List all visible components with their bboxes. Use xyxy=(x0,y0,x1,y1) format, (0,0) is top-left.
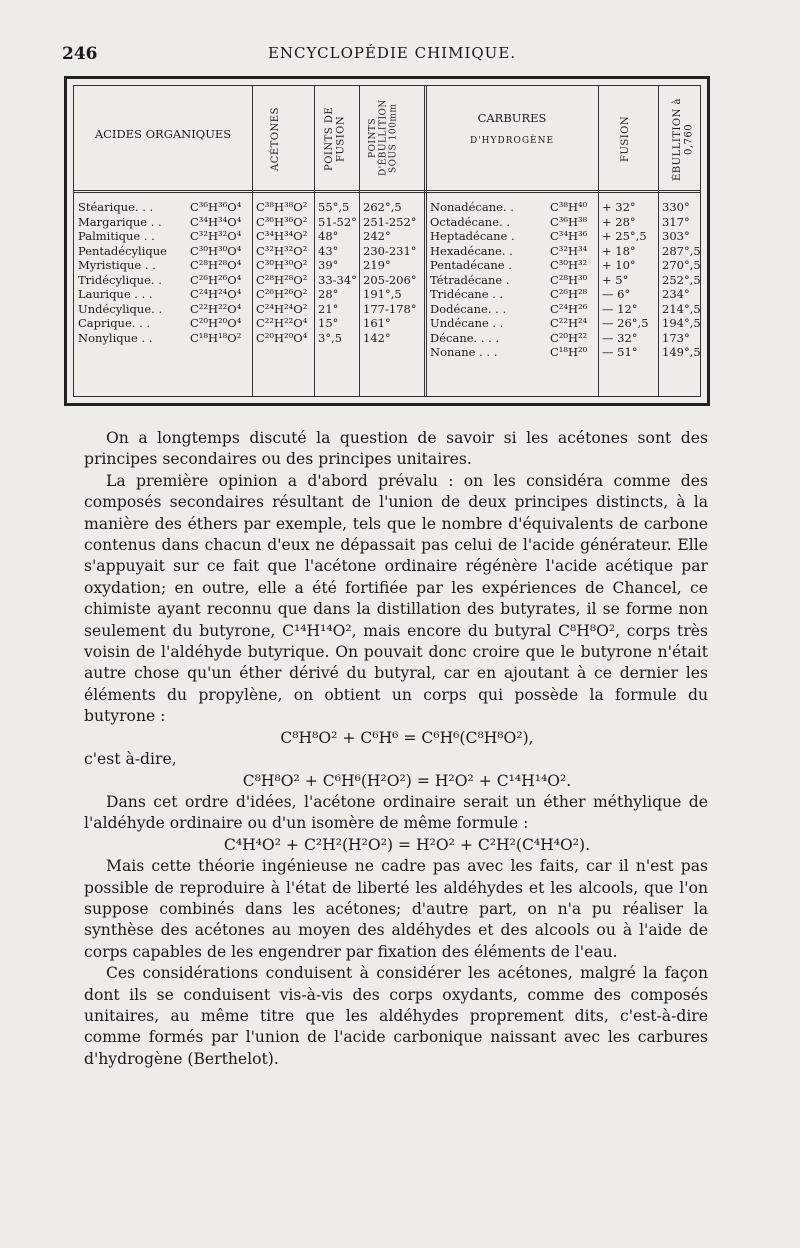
table-cell-ebullition2: 270°,5 xyxy=(662,258,701,272)
table-cell-carbure: Octadécane. . xyxy=(430,214,510,229)
table-cell-acetone: C³⁴H³⁴O² xyxy=(256,229,308,243)
table-inner xyxy=(73,85,701,397)
table-cell-carbure-formula: C²⁶H²⁸ xyxy=(550,287,588,301)
page-header xyxy=(62,44,722,64)
cest-a-dire: c'est à-dire, xyxy=(84,750,177,769)
table-cell-acetone: C²⁶H²⁶O² xyxy=(256,287,308,301)
table-cell-acid: Tridécylique. . xyxy=(78,272,162,287)
table-cell-acetone: C²⁸H²⁸O² xyxy=(256,272,308,287)
table-cell-acid-formula: C²²H²²O⁴ xyxy=(190,301,242,316)
table-cell-carbure-formula: C²²H²⁴ xyxy=(550,316,588,330)
table-cell-acid-formula: C³²H³²O⁴ xyxy=(190,229,242,243)
table-cell-acid: Palmitique . . xyxy=(78,229,155,243)
table-cell-carbure-formula: C³²H³⁴ xyxy=(550,243,588,258)
header-carbures-sub: D'HYDROGÈNE xyxy=(469,136,555,146)
table-cell-fusion2: + 18° xyxy=(602,243,636,258)
table-cell-fusion2: — 32° xyxy=(602,330,638,345)
table-cell-ebullition: 262°,5 xyxy=(363,200,402,214)
table-cell-fusion: 51-52° xyxy=(318,214,357,229)
table-cell-carbure: Nonane . . . xyxy=(430,345,498,359)
table-cell-fusion: 3°,5 xyxy=(318,330,343,345)
table-cell-ebullition: 191°,5 xyxy=(363,287,402,301)
table-cell-fusion: 21° xyxy=(318,301,339,316)
table-cell-fusion: 43° xyxy=(318,243,339,258)
table-cell-ebullition xyxy=(363,345,417,360)
table-cell-ebullition: 205-206° xyxy=(363,272,417,287)
table-cell-ebullition2: 330° xyxy=(662,200,690,214)
table-cell-acetone: C³⁸H³⁸O² xyxy=(256,200,308,214)
header-fusion: POINTS DE FUSION xyxy=(324,106,347,172)
formula-3: C⁴H⁴O² + C²H²(H²O²) = H²O² + C²H²(C⁴H⁴O²). xyxy=(223,835,591,854)
paragraph-1: On a longtemps discuté la question de savoir si les acétones sont des principes secondaires ou des principes unitaires. xyxy=(84,429,708,469)
table-cell-ebullition: 161° xyxy=(363,316,391,330)
table-cell-carbure-formula: C²⁴H²⁶ xyxy=(550,301,588,316)
paragraph-3: Dans cet ordre d'idées, l'acétone ordinaire serait un éther méthylique de l'aldéhyde ordinaire ou d'un isomère de même formule : xyxy=(84,792,708,833)
table-cell-acetone: C²²H²²O⁴ xyxy=(256,316,308,330)
table-cell-ebullition2: 214°,5 xyxy=(662,301,701,316)
table-cell-acid: Nonylique . . xyxy=(78,330,153,345)
table-cell-fusion2: — 26°,5 xyxy=(602,316,649,330)
table-cell-acid-formula: C²⁶H²⁶O⁴ xyxy=(190,272,242,287)
table-cell-acetone: C³⁶H³⁶O² xyxy=(256,214,308,229)
table-cell-acid-formula: C³⁶H³⁶O⁴ xyxy=(190,200,242,214)
table-cell-carbure: Décane. . . . xyxy=(430,330,500,345)
col-rule xyxy=(658,86,659,396)
body-text xyxy=(84,428,708,1070)
column-ebullition xyxy=(363,200,417,360)
table-cell-acid-formula: C³⁰H³⁰O⁴ xyxy=(190,243,242,258)
table-cell-acid xyxy=(78,345,167,360)
table-cell-ebullition: 230-231° xyxy=(363,243,417,258)
table-cell-fusion2: — 12° xyxy=(602,301,638,316)
page-number: 246 xyxy=(62,44,98,64)
table-cell-fusion: 48° xyxy=(318,229,339,243)
table-cell-acid-formula: C³⁴H³⁴O⁴ xyxy=(190,214,242,229)
table-cell-acid: Undécylique. . xyxy=(78,301,163,316)
header-ebullition: POINTS D'ÉBULLITION SOUS 100mm xyxy=(368,99,399,177)
table-cell-carbure: Heptadécane . xyxy=(430,229,515,243)
data-table xyxy=(64,76,710,406)
col-rule xyxy=(598,86,599,396)
table-cell-carbure-formula: C²⁸H³⁰ xyxy=(550,272,588,287)
header-acetones: ACÉTONES xyxy=(270,107,281,171)
column-fusion xyxy=(318,200,357,360)
formula-1: C⁸H⁸O² + C⁶H⁶ = C⁶H⁶(C⁸H⁸O²), xyxy=(280,728,534,747)
table-cell-ebullition: 177-178° xyxy=(363,301,417,316)
table-cell-fusion2: — 51° xyxy=(602,345,638,359)
table-cell-fusion: 39° xyxy=(318,258,339,272)
col-rule xyxy=(359,86,360,396)
col-rule xyxy=(252,86,253,396)
table-cell-ebullition: 251-252° xyxy=(363,214,417,229)
table-cell-fusion2: + 32° xyxy=(602,200,636,214)
table-cell-ebullition2: 317° xyxy=(662,214,690,229)
table-cell-carbure: Hexadécane. . xyxy=(430,243,513,258)
table-cell-acid: Pentadécylique xyxy=(78,243,167,258)
table-cell-acid-formula: C²⁰H²⁰O⁴ xyxy=(190,316,242,330)
column-acid-formula xyxy=(190,200,241,360)
table-cell-carbure: Undécane . . xyxy=(430,316,504,330)
table-cell-ebullition: 242° xyxy=(363,229,391,243)
running-title: ENCYCLOPÉDIE CHIMIQUE. xyxy=(267,44,517,62)
table-cell-carbure-formula: C²⁰H²² xyxy=(550,330,588,345)
column-carbure xyxy=(430,200,515,360)
table-cell-ebullition2: 287°,5 xyxy=(662,243,701,258)
table-cell-fusion2: — 6° xyxy=(602,287,631,301)
table-cell-ebullition2: 149°,5 xyxy=(662,345,701,359)
table-cell-fusion: 33-34° xyxy=(318,272,357,287)
col-rule-double xyxy=(424,86,427,396)
table-cell-ebullition2: 194°,5 xyxy=(662,316,701,330)
table-cell-carbure: Tétradécane . xyxy=(430,272,510,287)
table-cell-acetone: C³²H³²O² xyxy=(256,243,308,258)
table-cell-fusion2: + 28° xyxy=(602,214,636,229)
table-cell-ebullition: 142° xyxy=(363,330,391,345)
table-cell-acetone: C²⁰H²⁰O⁴ xyxy=(256,330,308,345)
formula-2: C⁸H⁸O² + C⁶H⁶(H²O²) = H²O² + C¹⁴H¹⁴O². xyxy=(242,771,572,790)
table-cell-fusion2: + 5° xyxy=(602,272,629,287)
table-cell-acid: Myristique . . xyxy=(78,258,156,272)
table-cell-ebullition2: 173° xyxy=(662,330,690,345)
header-ebullition2: ÉBULLITION à 0,760 xyxy=(672,97,695,181)
column-acid xyxy=(78,200,167,360)
table-cell-acid-formula: C²⁸H²⁸O⁴ xyxy=(190,258,242,272)
table-cell-acetone: C³⁰H³⁰O² xyxy=(256,258,308,272)
table-cell-acid-formula xyxy=(190,345,241,360)
paragraph-2: La première opinion a d'abord prévalu : on les considéra comme des composés secondaires résultant de l'union de deux principes distincts, à la manière des éthers par exemple, tels que le nombre d'équivalents de carbone contenus dans chacun d'eux ne dépassait pas celui de l'acide générateur. Elle s'appuyait sur ce fait que l'acétone ordinaire régénère l'acide acétique par oxydation; en outre, elle a été fortifiée par les expériences de Chancel, ce chimiste ayant reconnu que dans la distillation des butyrates, il se forme non seulement du butyrone, C¹⁴H¹⁴O², mais encore du butyral C⁸H⁸O², corps très voisin de l'aldéhyde butyrique. On pouvait donc croire que le butyrone n'était autre chose qu'un éther dérivé du butyral, car en ajoutant à ce dernier les éléments du propylène, on obtient un corps qui possède la formule du butyrone : xyxy=(84,471,708,726)
header-carbures: CARBURES xyxy=(477,111,547,125)
table-cell-carbure-formula: C³⁴H³⁶ xyxy=(550,229,588,243)
table-cell-fusion: 55°,5 xyxy=(318,200,350,214)
table-cell-acid-formula: C²⁴H²⁴O⁴ xyxy=(190,287,242,301)
table-cell-carbure-formula: C³⁰H³² xyxy=(550,258,588,272)
table-cell-ebullition2: 234° xyxy=(662,287,690,301)
paragraph-5: Ces considérations conduisent à considérer les acétones, malgré la façon dont ils se conduisent vis-à-vis des corps oxydants, comme des composés unitaires, au même titre que les aldéhydes proprement dits, c'est-à-dire comme formés par l'union de l'acide carbonique naissant avec les carbures d'hydrogène (Berthelot). xyxy=(84,964,708,1068)
table-cell-fusion: 28° xyxy=(318,287,339,301)
table-cell-carbure-formula: C³⁸H⁴⁰ xyxy=(550,200,588,214)
table-cell-carbure-formula: C¹⁸H²⁰ xyxy=(550,345,588,359)
table-cell-acetone xyxy=(256,345,307,360)
column-ebullition2 xyxy=(662,200,701,360)
table-cell-acid-formula: C¹⁸H¹⁸O² xyxy=(190,330,242,345)
table-cell-acid: Caprique. . . xyxy=(78,316,151,330)
table-cell-fusion: 15° xyxy=(318,316,339,330)
column-fusion2 xyxy=(602,200,649,360)
header-acides: ACIDES ORGANIQUES xyxy=(94,127,232,141)
header-rule xyxy=(74,190,700,193)
table-cell-fusion2: + 10° xyxy=(602,258,636,272)
table-cell-fusion2: + 25°,5 xyxy=(602,229,647,243)
paragraph-4: Mais cette théorie ingénieuse ne cadre pas avec les faits, car il n'est pas possible de reproduire à l'état de liberté les aldéhydes et les alcools, que l'on suppose combinés dans les acétones; d'autre part, on n'a pu réaliser la synthèse des acétones au moyen des aldéhydes et des alcools ou à l'aide de corps capables de les engendrer par fixation des éléments de l'eau. xyxy=(84,857,708,961)
table-cell-carbure: Pentadécane . xyxy=(430,258,512,272)
table-cell-acid: Stéarique. . . xyxy=(78,200,154,214)
table-cell-carbure: Dodécane. . . xyxy=(430,301,507,316)
table-cell-carbure: Tridécane . . xyxy=(430,287,504,301)
table-cell-ebullition2: 252°,5 xyxy=(662,272,701,287)
table-cell-acid: Laurique . . . xyxy=(78,287,153,301)
table-cell-acetone: C²⁴H²⁴O² xyxy=(256,301,308,316)
header-fusion2: FUSION xyxy=(620,115,631,163)
table-cell-acid: Margarique . . xyxy=(78,214,162,229)
table-cell-ebullition: 219° xyxy=(363,258,391,272)
table-cell-carbure-formula: C³⁶H³⁸ xyxy=(550,214,588,229)
column-acetone xyxy=(256,200,307,360)
table-cell-carbure: Nonadécane. . xyxy=(430,200,514,214)
column-carbure-formula xyxy=(550,200,587,360)
table-cell-fusion xyxy=(318,345,357,360)
table-cell-ebullition2: 303° xyxy=(662,229,690,243)
col-rule xyxy=(314,86,315,396)
